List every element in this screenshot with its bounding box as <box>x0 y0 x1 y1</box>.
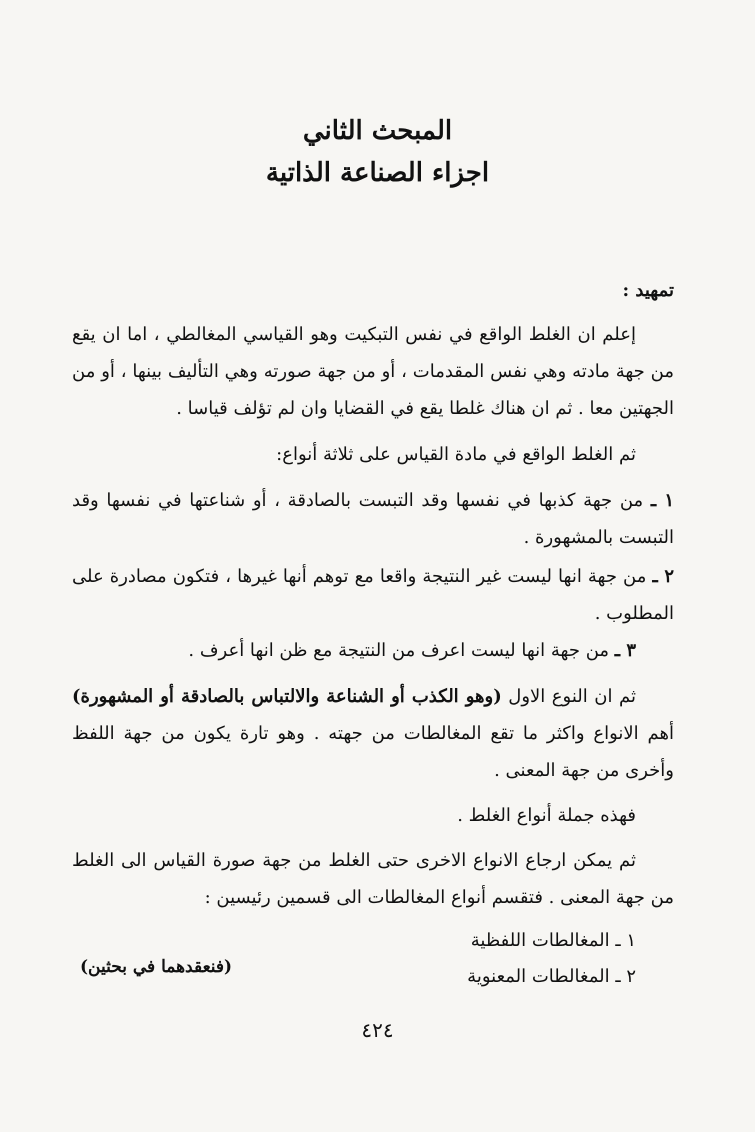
category-item-2: ٢ ـ المغالطات المعنوية <box>467 966 636 987</box>
list-item-2-number: ٢ ـ <box>652 566 674 587</box>
paragraph-3 <box>72 678 674 789</box>
footnote-remark: (فنعقدهما في بحثين) <box>80 957 233 977</box>
section-subtitle: اجزاء الصناعة الذاتية <box>265 158 490 188</box>
list-item-3-number: ٣ ـ <box>614 640 636 661</box>
section-title: المبحث الثاني <box>302 116 453 146</box>
list-item-3 <box>72 632 674 669</box>
category-item-1: ١ ـ المغالطات اللفظية <box>470 930 636 951</box>
paragraph-3-parenthetical: (وهو الكذب أو الشناعة والالتباس بالصادقة أو المشهورة) <box>72 686 502 707</box>
list-item-1-number: ١ ـ <box>650 490 674 511</box>
list-item-1 <box>72 482 674 556</box>
paragraph-1: إعلم ان الغلط الواقع في نفس التبكيت وهو القياسي المغالطي ، اما ان يقع من جهة مادته وهي نفس المقدمات ، أو من جهة صورته وهي التأليف بينها ، أو من الجهتين معا . ثم ان هناك غلطا يقع في القضايا وان لم تؤلف قياسا . <box>72 324 674 419</box>
paragraph-3-end: أهم الانواع واكثر ما تقع المغالطات من جهته . وهو تارة يكون من جهة اللفظ وأخرى من جهة المعنى . <box>72 723 674 781</box>
paragraph-5: ثم يمكن ارجاع الانواع الاخرى حتى الغلط من جهة صورة القياس الى الغلط من جهة المعنى . فتقسم أنواع المغالطات الى قسمين رئيسين : <box>72 850 674 908</box>
paragraph-2: ثم الغلط الواقع في مادة القياس على ثلاثة أنواع: <box>276 444 636 465</box>
list-item-1-text: من جهة كذبها في نفسها وقد التبست بالصادقة ، أو شناعتها في نفسها وقد التبست بالمشهورة . <box>72 490 674 548</box>
list-item-3-text: من جهة انها ليست اعرف من النتيجة مع ظن انها أعرف . <box>188 640 610 661</box>
list-item-2-text: من جهة انها ليست غير النتيجة واقعا مع توهم أنها غيرها ، فتكون مصادرة على المطلوب . <box>72 566 674 624</box>
paragraph-4: فهذه جملة أنواع الغلط . <box>457 805 636 826</box>
list-item-2 <box>72 558 674 632</box>
page-number: ٤٢٤ <box>361 1018 394 1042</box>
intro-label: تمهيد : <box>622 280 674 301</box>
paragraph-3-start: ثم ان النوع الاول <box>508 686 636 707</box>
